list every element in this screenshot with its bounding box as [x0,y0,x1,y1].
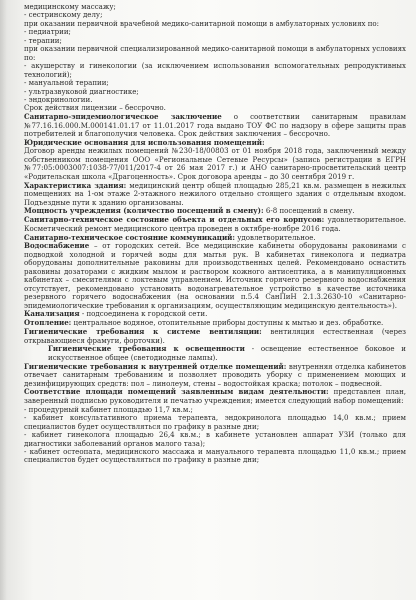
heading: Водоснабжение [24,241,90,251]
heading: Санитарно-эпидемиологическое заключение [24,112,222,122]
document-body [24,3,406,465]
heading: Гигиенические требования к системе вентиляции: [24,327,262,337]
sanitary-conclusion: Санитарно-эпидемиологическое заключение о соответствии санитарным правилам №77.16.16.000.М.000141.01.17 от 11.01.2017 года выдано ТОУ ФС по надзору в сфере защиты прав потребителей и благополучия человека. Срок действия заключения – бессрочно. [24,112,406,139]
heading: Отопление: [24,318,72,328]
text-line: - мануальной терапии; [24,78,109,88]
text-line: - педиатрии; [24,27,71,37]
room-item: - кабинет остеопата, медицинского массажа и мануального терапевта площадью 11,0 кв.м.; прием специалистов будет осуществляться по графику в разные дни; [24,447,406,465]
heading: Санитарно-техническое состояние коммуникаций: [24,232,236,242]
heading: Характеристика здания: [24,180,127,190]
building-characteristics: Характеристика здания: медицинский центр общей площадью 285,21 кв.м. размещен в нежилых помещениях на 1-ом этаже 2-этажного нежилого отдельно стоящего здания с отдельным входом. Подъездные пути к зданию организованы. [24,180,406,207]
room-item: - кабинет консультативного приема терапевта, эндокринолога площадью 14,0 кв.м.; прием специалистов будет осуществляться по графику в разные дни; [24,413,406,431]
water-supply: Водоснабжение – от городских сетей. Все медицинские кабинеты оборудованы раковинами с подводкой холодной и горячей воды для мытья рук. В кабинетах гинеколога и педиатра оборудованы дополнительные раковины для производственных целей. Рекомендовано оснастить раковины дозаторами с жидким мылом и раствором кожного антисептика, а в манипуляционных кабинетах – смесителями с локтевым управлением. Источник горячего резервного водоснабжения отсутствует, рекомендовано установить водонагревательное устройство в качестве источника резервного горячего водоснабжения (на основании п.5.4 СанПиН 2.1.3.2630-10 «Санитарно-эпидемиологические требования к организациям, осуществляющим медицинскую деятельность»). [24,241,406,310]
interior-finish: Гигиенические требования к внутренней отделке помещений: внутренняя отделка кабинетов отвечает санитарным требованиям и позволяет проводить уборку с применением моющих и дезинфицирующих средств: пол – линолеум, стены – водостойкая краска; потолок – подвесной. [24,361,406,388]
ventilation: Гигиенические требования к системе вентиляции: вентиляция естественная (через открывающиеся фрамуги, форточки). [24,327,406,345]
heating: Отопление: центральное водяное, отопительные приборы доступны к мытью и дез. обработке. [24,318,384,328]
room-item: - кабинет гинеколога площадью 26,4 кв.м.; в кабинете установлен аппарат УЗИ (только для диагностики заболеваний органов малого таза); [24,430,406,448]
heading: Гигиенические требования к внутренней отделке помещений: [24,361,287,371]
text-line: медицинскому массажу; [24,2,116,11]
lease-contract: Договор аренды нежилых помещений №230-18/00803 от 01 ноября 2018 года, заключенный между собственником помещения ООО «Региональные Сетевые Ресурсы» (запись регистрации в ЕГРН №77:05:0003007:1038-77/011/2017-4 от 26 мая 2017 г.) и АНО санитарно-просветительский центр «Родительская школа «Драгоценность». Срок договора аренды – до 30 сентября 2019 г. [24,146,406,181]
heading: Канализация [24,309,80,319]
heading: Юридические основания для использования помещений: [24,138,265,148]
text-line: - терапии; [24,35,62,45]
utilities-state: Санитарно-техническое состояние коммуникаций: удовлетворительное. [24,232,316,242]
room-item: - процедурный кабинет площадью 11,7 кв.м.; [24,404,193,414]
sewerage: Канализация - подсоединена к городской сети. [24,309,208,319]
license-term: Срок действия лицензии – бессрочно. [24,103,166,113]
heading: Санитарно-техническое состояние объекта и отдельных его корпусов: [24,215,325,225]
lighting: Гигиенические требования к освещенности - освещение естественное боковое и искусственное общее (светодиодные лампы). [48,344,406,362]
capacity: Мощность учреждения (количество посещений в смену): 6-8 посещений в смену. [24,206,355,216]
heading: Гигиенические требования к освещенности [48,344,245,354]
premises-area: Соответствие площади помещений заявленным видам деятельности: представлен план, заверенный подписью руководителя и печатью учреждения; имеется следующий набор помещений: [24,387,406,405]
text-line: при оказании первичной врачебной медико-санитарной помощи в амбулаторных условиях по: [24,18,380,28]
page-edge-shadow [0,0,7,600]
text-line: при оказании первичной специализированной медико-санитарной помощи в амбулаторных условиях по: [24,44,406,62]
heading: Соответствие площади помещений заявленным видам деятельности: [24,387,329,397]
text-line: - акушерству и гинекологии (за исключением использования вспомогательных репродуктивных технологий); [24,61,406,79]
text-line: - эндокринологии. [24,94,93,104]
text-line: - ультразвуковой диагностике; [24,86,139,96]
text-line: - сестринскому делу; [24,10,103,20]
technical-state: Санитарно-техническое состояние объекта и отдельных его корпусов: удовлетворительное. Косметический ремонт медицинского центра проведен в октябре-ноябре 2016 года. [24,215,406,233]
heading: Мощность учреждения (количество посещений в смену): [24,206,264,216]
